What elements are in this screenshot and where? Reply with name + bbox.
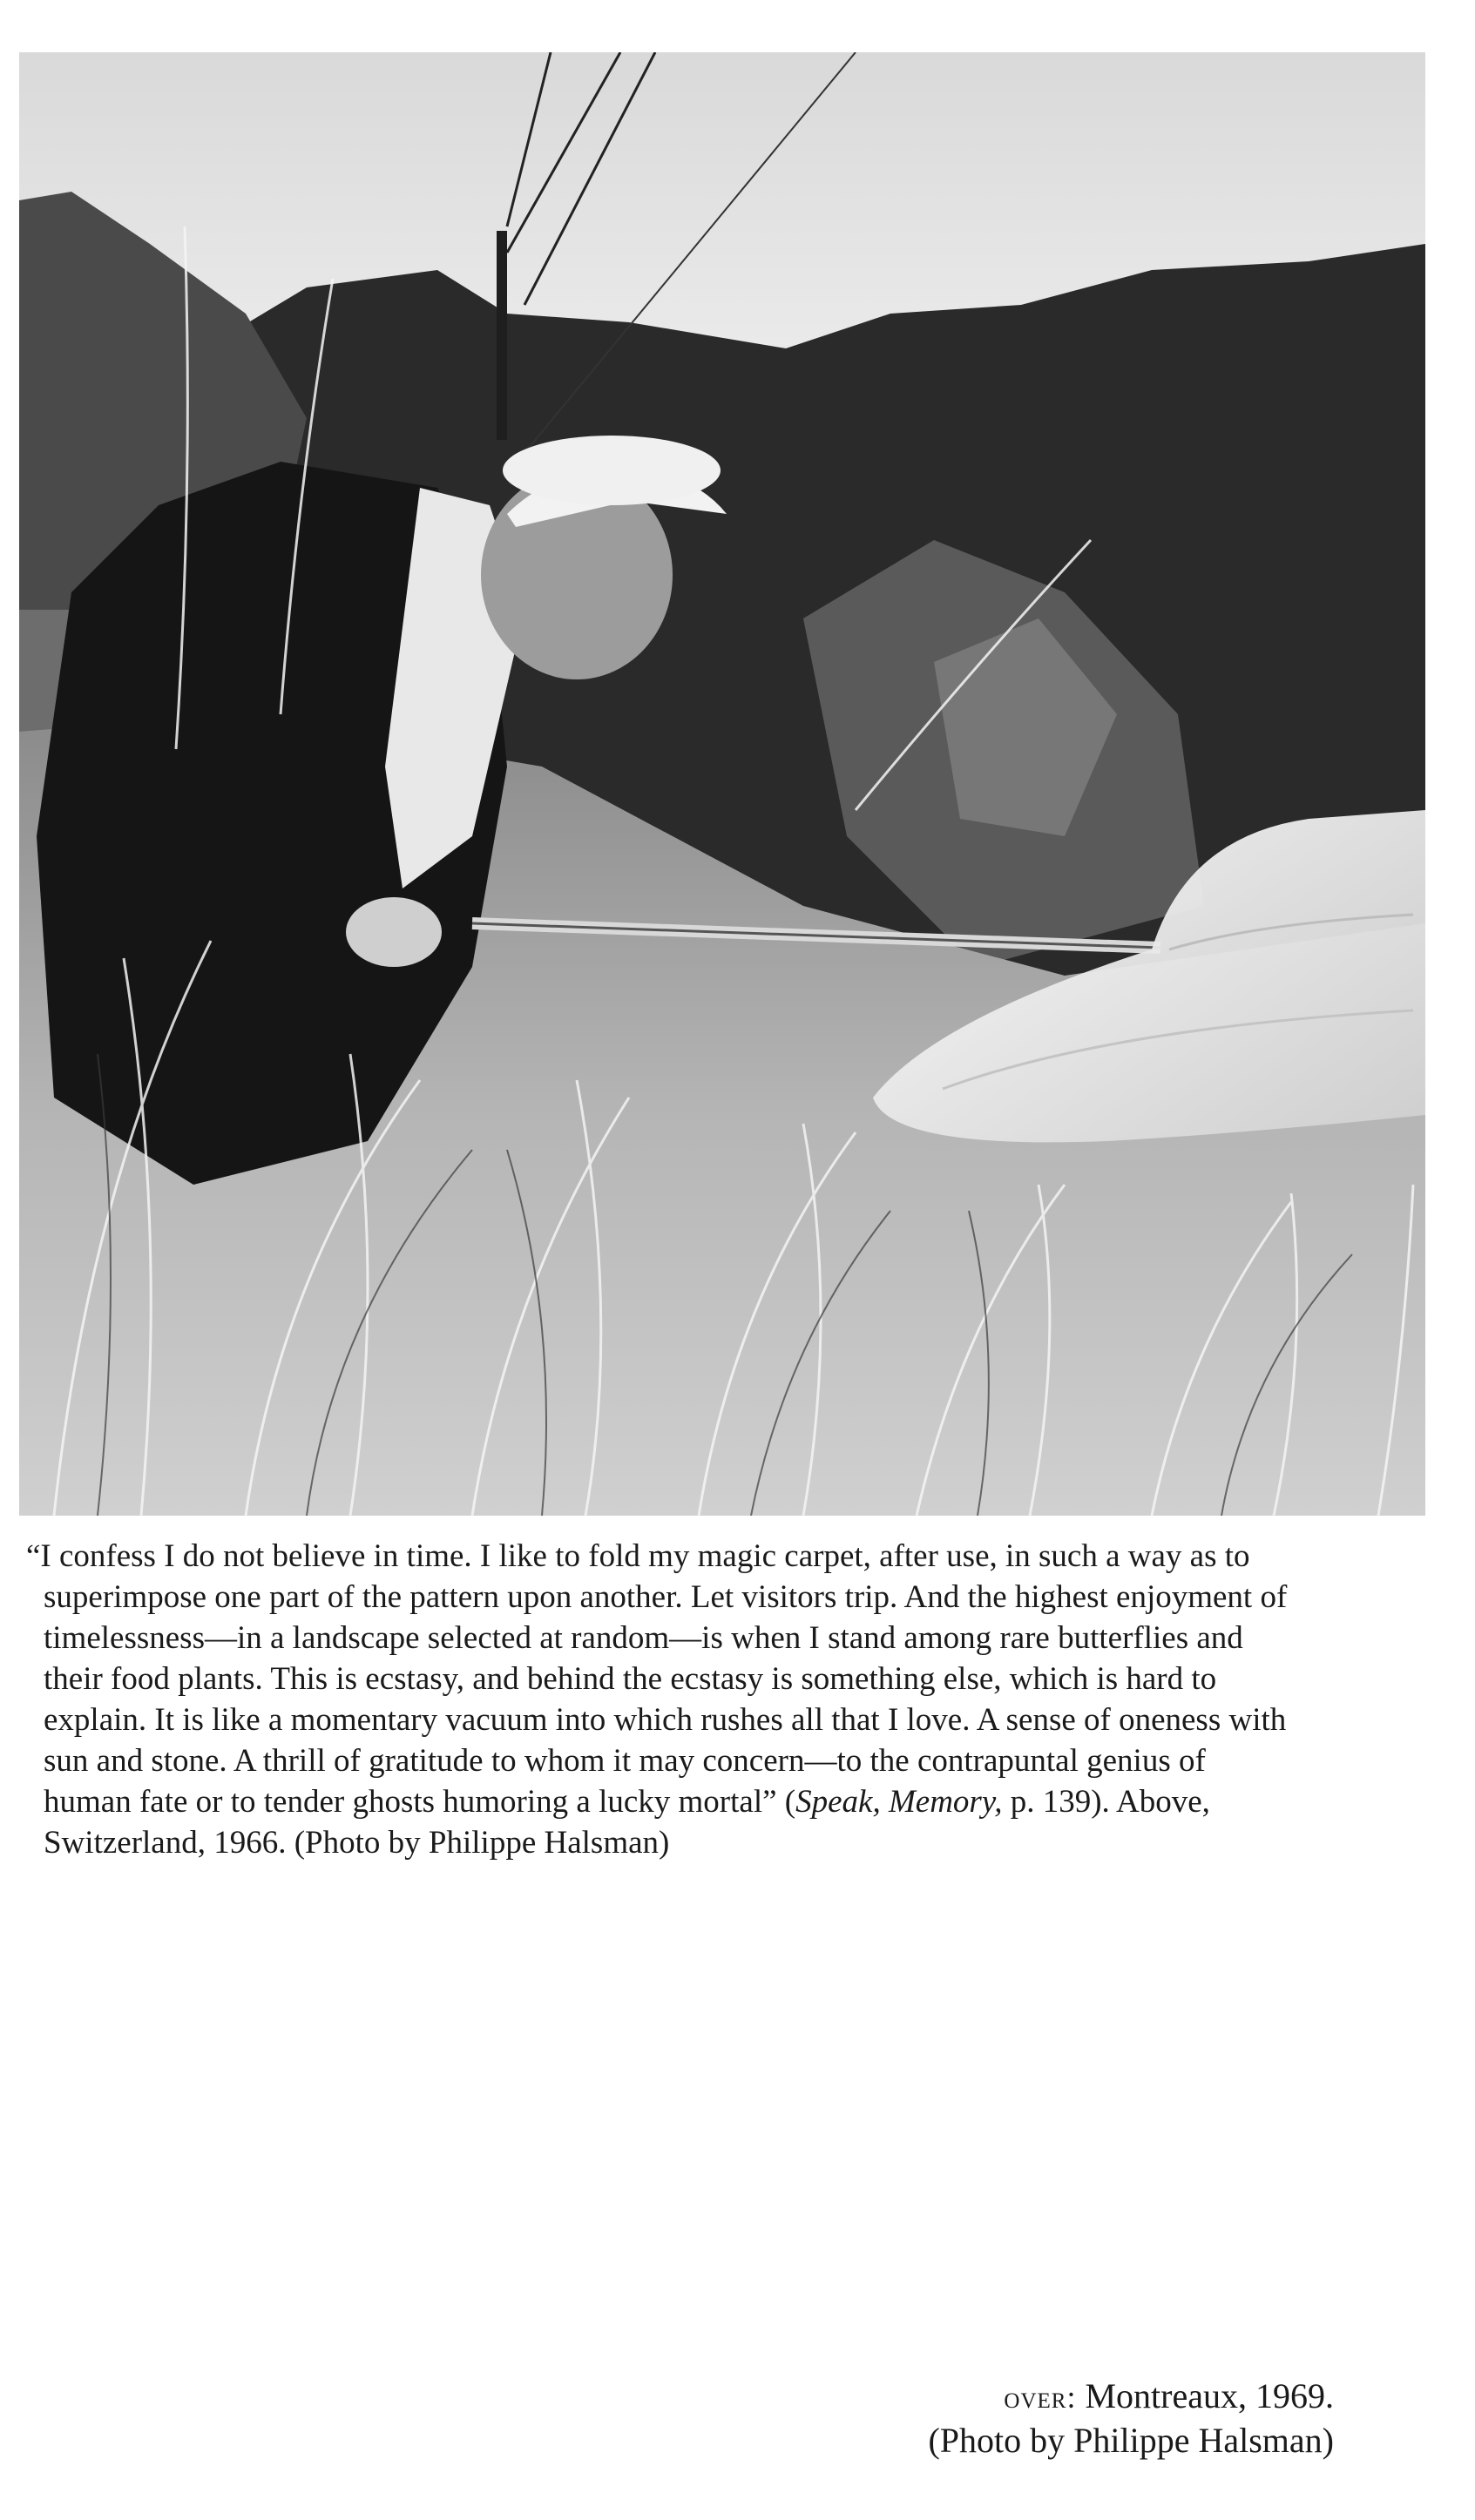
caption-credit-text: p. 139). Above, Switzerland, 1966. (Photo by Philippe Halsman) [44, 1784, 1210, 1861]
over-note [928, 2375, 1334, 2463]
photo-nabokov-butterfly-net [19, 52, 1425, 1516]
caption-quote-text: “I confess I do not believe in time. I like to fold my magic carpet, after use, in such a way as to superimpose one part of the pattern upon another. Let visitors trip. And the highest enjoyment of timelessness—in a landscape selected at random—is when I stand among rare butterflies and their food plants. This is ecstasy, and behind the ecstasy is something else, which is hard to explain. It is like a momentary vacuum into which rushes all that I love. A sense of oneness with sun and stone. A thrill of gratitude to whom it may concern—to the contrapuntal genius of human fate or to tender ghosts humoring a lucky mortal” ( [26, 1538, 1288, 1820]
over-note-line [928, 2375, 1334, 2419]
book-title: Speak, Memory, [795, 1784, 1003, 1820]
photo-caption [26, 1536, 1298, 1863]
photograph [19, 52, 1425, 1516]
over-label: over: [1004, 2380, 1077, 2415]
over-credit: (Photo by Philippe Halsman) [928, 2421, 1334, 2460]
over-place: Montreaux, 1969. [1076, 2376, 1334, 2415]
